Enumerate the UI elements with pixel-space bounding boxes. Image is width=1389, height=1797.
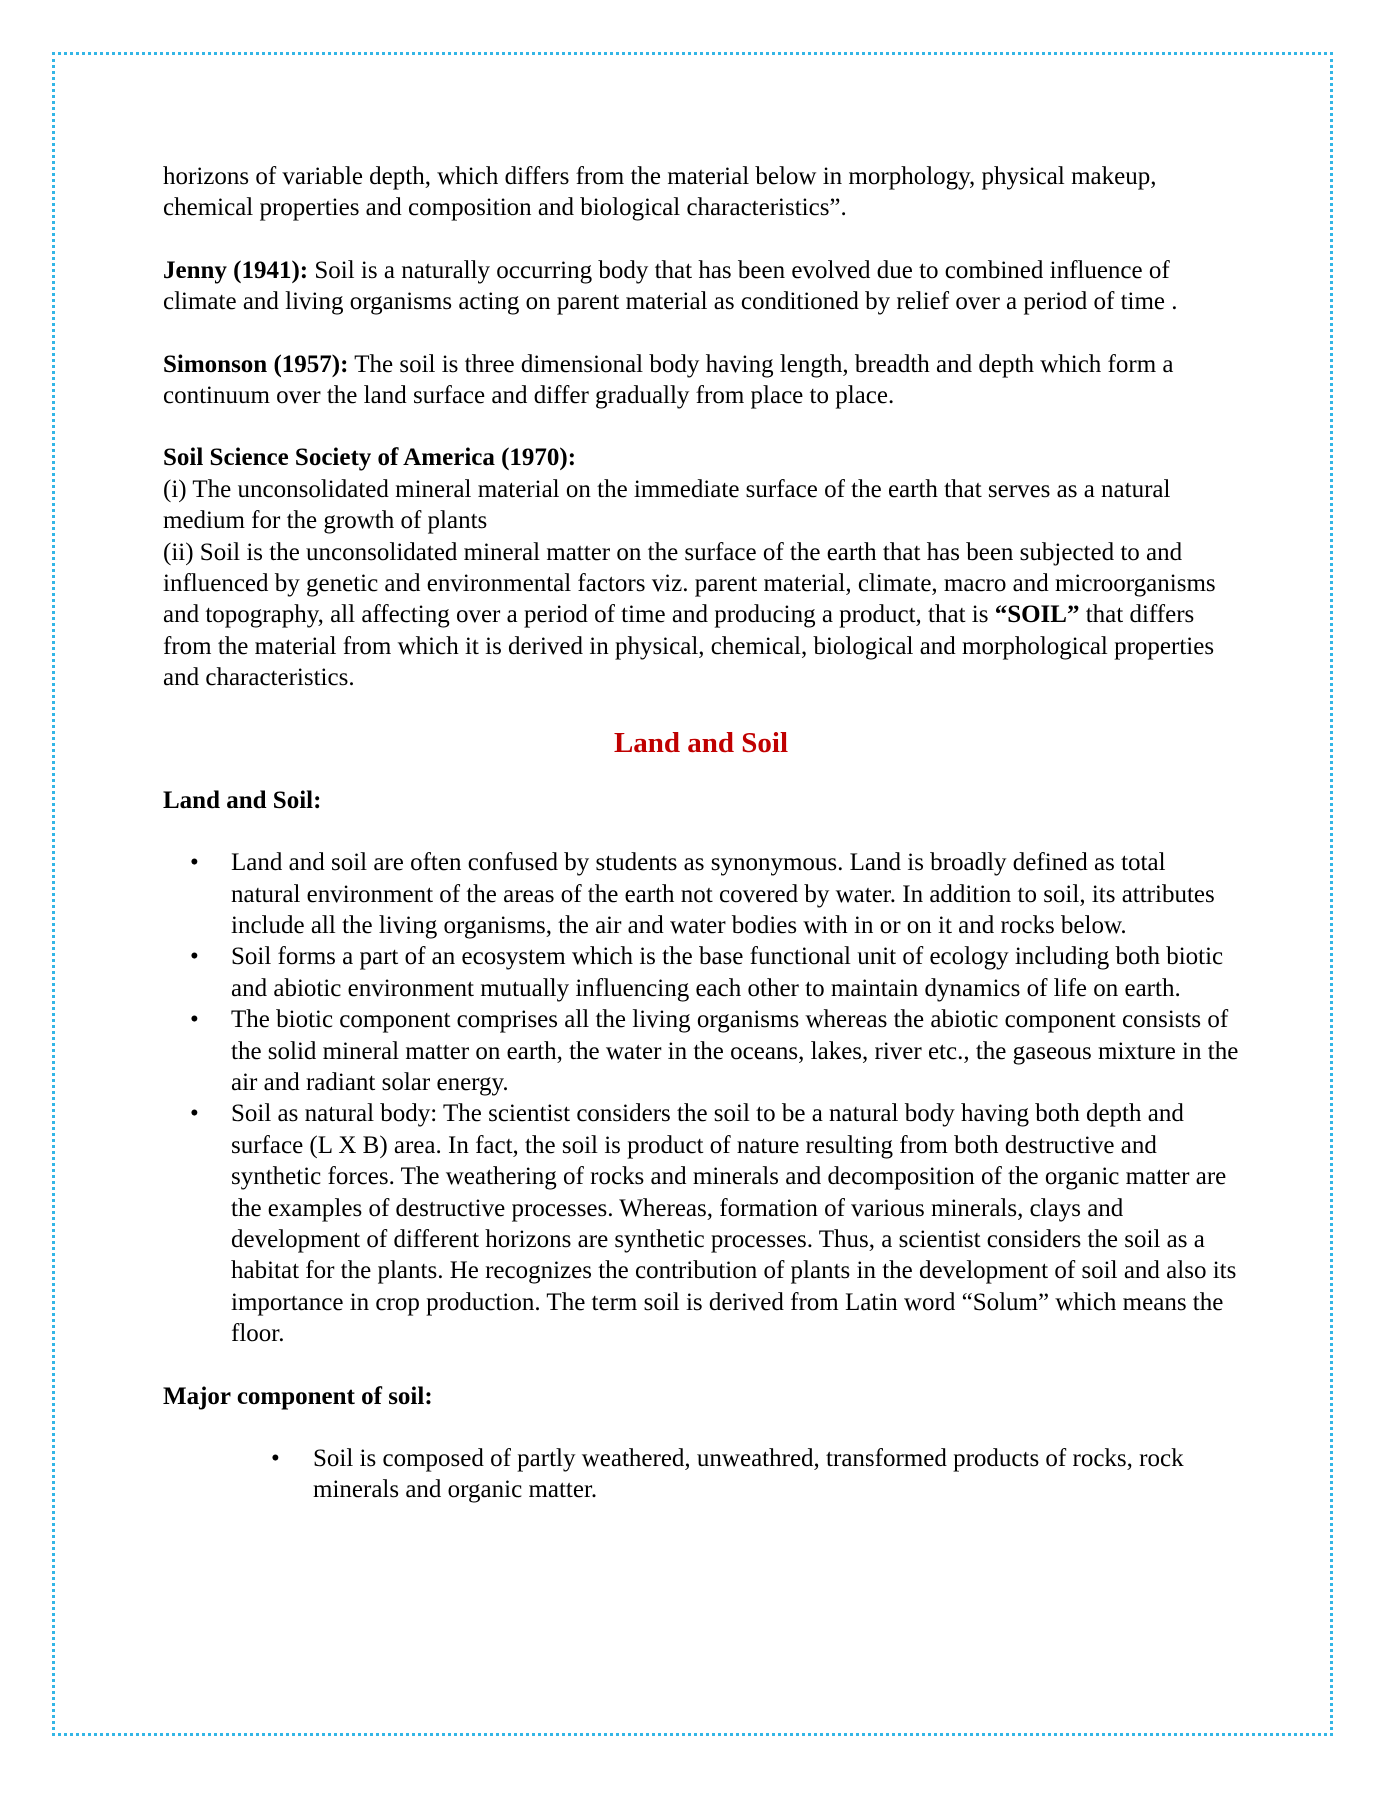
simonson-text: The soil is three dimensional body having length, breadth and depth which form a continuum over the land surface and differ gradually from place to place. [163,350,1174,410]
sssa-label [163,442,1239,473]
bullet-icon: • [190,1006,199,1034]
land-and-soil-bullet-list [163,847,1239,1350]
sssa-item-ii-after: that differs from the material from which it is derived in physical, chemical, biological and morphological properties and characteristics. [163,601,1215,692]
sssa-definition-block [163,442,1239,693]
list-item-text: The biotic component comprises all the living organisms whereas the abiotic component consists of the solid mineral matter on earth, the water in the oceans, lakes, river etc., the gaseous mixture in the air and radiant solar energy. [231,1006,1239,1096]
land-and-soil-subheading: Land and Soil: [163,786,322,814]
jenny-label: Jenny (1941): [163,256,309,284]
document-content [163,161,1239,1537]
sssa-item-ii-before: (ii) Soil is the unconsolidated mineral matter on the surface of the earth that has been subjected to and influenced by genetic and environmental factors viz. parent material, climate, macro and microorganisms and topography, all affecting over a period of time and producing a product, that is [163,538,1216,629]
sssa-item-ii-soil: “SOIL” [994,601,1080,629]
sssa-item-i: (i) The unconsolidated mineral material on the immediate surface of the earth that serves as a natural medium for the growth of plants [163,475,1171,535]
sssa-item-ii [163,537,1239,694]
list-item-text: Soil is composed of partly weathered, unweathred, transformed products of rocks, rock minerals and organic matter. [313,1445,1184,1504]
jenny-text: Soil is a naturally occurring body that has been evolved due to combined influence of climate and living organisms acting on parent material as conditioned by relief over a period of time . [163,256,1178,316]
bullet-icon: • [271,1445,280,1472]
list-item [163,847,1239,941]
list-item-text: Soil forms a part of an ecosystem which is the base functional unit of ecology including both biotic and abiotic environment mutually influencing each other to maintain dynamics of life on earth. [231,943,1224,1002]
list-item-text: Land and soil are often confused by students as synonymous. Land is broadly defined as total natural environment of the areas of the earth not covered by water. In addition to soil, its attributes include all the living organisms, the air and water bodies with in or on it and rocks below. [231,849,1215,939]
list-item [163,1098,1239,1349]
bullet-icon: • [190,943,199,971]
simonson-label: Simonson (1957): [163,350,349,378]
major-component-bullet-list [163,1443,1239,1506]
bullet-icon: • [190,849,199,877]
section-title: Land and Soil [613,726,789,759]
jenny-definition-paragraph [163,255,1239,318]
list-item-text: Soil as natural body: The scientist considers the soil to be a natural body having both depth and surface (L X B) area. In fact, the soil is product of nature resulting from both destructive and synthetic forces. The weathering of rocks and minerals and decomposition of the organic matter are the examples of destructive processes. Whereas, formation of various minerals, clays and development of different horizons are synthetic processes. Thus, a scientist considers the soil as a habitat for the plants. He recognizes the contribution of plants in the development of soil and also its importance in crop production. The term soil is derived from Latin word “Solum” which means the floor. [231,1100,1237,1348]
bullet-icon: • [190,1100,199,1128]
list-item [163,1443,1239,1506]
list-item [163,1004,1239,1098]
intro-continuation-paragraph: horizons of variable depth, which differs from the material below in morphology, physical makeup, chemical properties and composition and biological characteristics”. [163,163,1157,222]
list-item [163,941,1239,1004]
simonson-definition-paragraph [163,349,1239,412]
sssa-label-text: Soil Science Society of America (1970): [163,444,577,472]
major-component-heading: Major component of soil: [163,1382,433,1410]
